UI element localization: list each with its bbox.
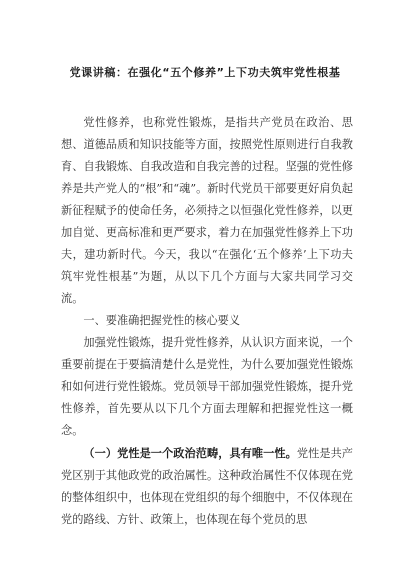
subsection-lead: （一）党性是一个政治范畴，具有唯一性。 bbox=[83, 446, 297, 460]
paragraph-section-1: 加强党性锻炼，提升党性修养，从认识方面来说，一个重要前提在于要搞清楚什么是党性，为什么要加强党性锻炼和如何进行党性锻炼。党员领导干部加强党性锻炼，提升党性修养，首先要从以下几个方面去理解和把握党性这一概念。 bbox=[61, 336, 353, 437]
subsection-text: 党性是共产党区别于其他政党的政治属性。这种政治属性不仅体现在党的整体组织中，也体现在党组织的每个细胞中，不仅体现在党的路线、方针、政策上，也体现在每个党员的思 bbox=[61, 447, 353, 526]
document-body bbox=[61, 112, 353, 531]
section-heading-1: 一、要准确把握党性的核心要义 bbox=[83, 314, 241, 327]
paragraph-subsection-1 bbox=[61, 442, 353, 531]
paragraph-intro: 党性修养，也称党性锻炼，是指共产党员在政治、思想、道德品质和知识技能等方面，按照党性原则进行自我教育、自我锻炼、自我改造和自我完善的过程。坚强的党性修养是共产党人的“根”和“魂”。新时代党员干部要更好肩负起新征程赋予的使命任务，必须持之以恒强化党性修养，以更加自觉、更高标准和更严要求，着力在加强党性修养上下功夫，建功新时代。今天，我以“在强化‘五个修养’上下功夫筑牢党性根基”为题，从以下几个方面与大家共同学习交流。 bbox=[61, 116, 353, 305]
document-title: 党课讲稿：在强化“五个修养”上下功夫筑牢党性根基 bbox=[69, 66, 341, 79]
